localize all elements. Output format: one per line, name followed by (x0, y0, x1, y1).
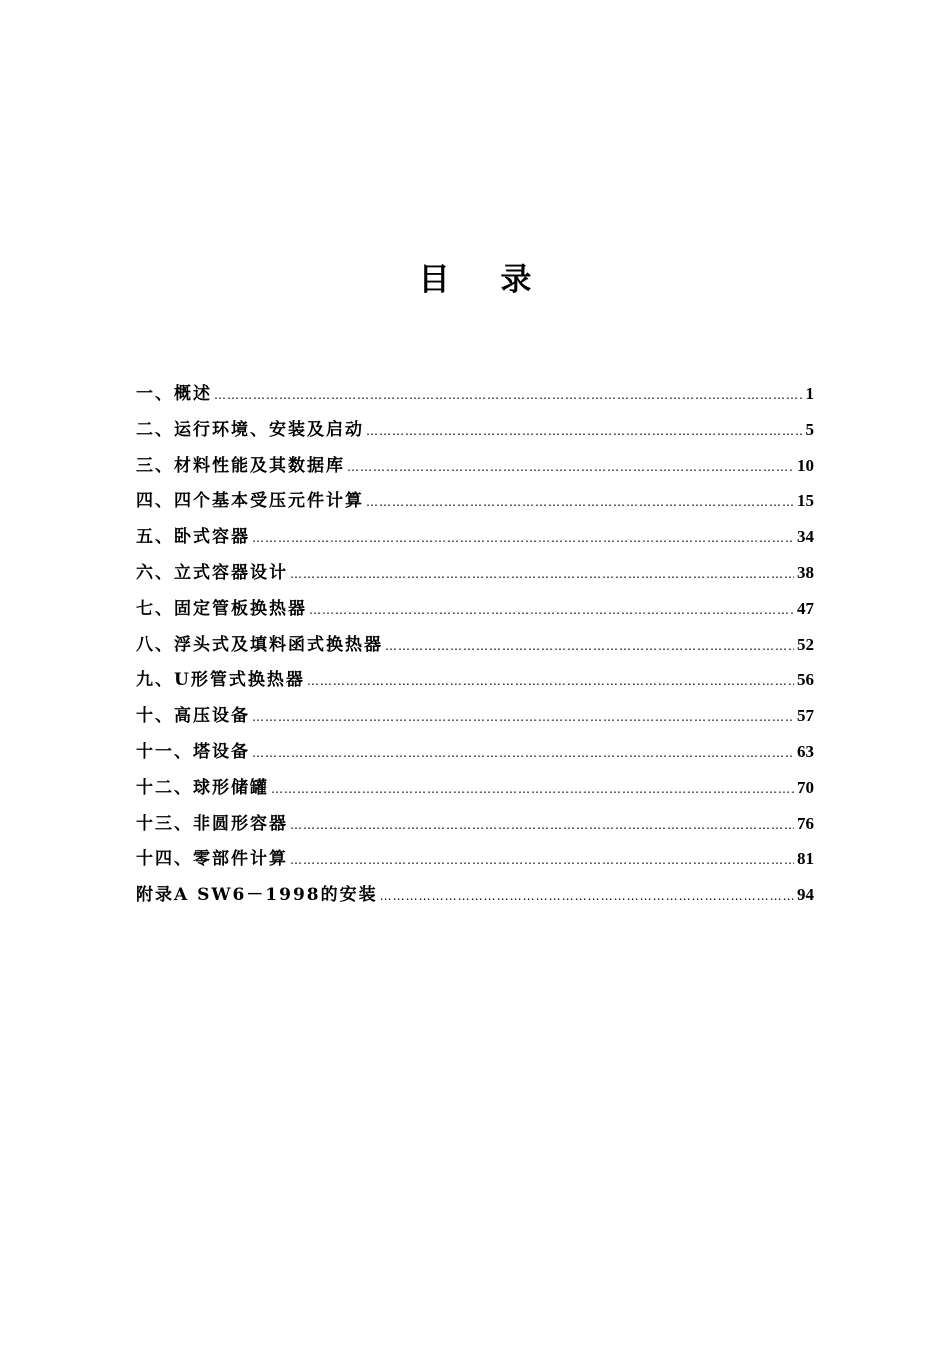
table-of-contents (136, 376, 814, 913)
toc-entry-label: 三、材料性能及其数据库 (136, 455, 345, 476)
toc-entry (136, 519, 814, 555)
toc-leader-dots (290, 557, 794, 593)
toc-leader-dots (380, 879, 794, 915)
toc-entry-label: 十三、非圆形容器 (136, 813, 288, 834)
toc-entry-label: 六、立式容器设计 (136, 562, 288, 583)
toc-entry (136, 483, 814, 519)
toc-entry (136, 448, 814, 484)
toc-leader-dots (366, 485, 794, 521)
toc-leader-dots (271, 772, 794, 808)
toc-entry-label: 五、卧式容器 (136, 527, 250, 548)
toc-page-number: 15 (797, 491, 814, 511)
toc-entry (136, 662, 814, 698)
toc-entry (136, 841, 814, 877)
toc-entry-label: 一、概述 (136, 384, 212, 404)
toc-leader-dots (366, 414, 803, 450)
toc-page-number: 63 (797, 741, 814, 761)
toc-entry-label: 九、U形管式换热器 (136, 670, 305, 691)
toc-entry (136, 806, 814, 842)
toc-entry-label: 二、运行环境、安装及启动 (136, 419, 364, 440)
toc-leader-dots (290, 808, 794, 844)
toc-entry-label: 七、固定管板换热器 (136, 598, 307, 619)
page-title: 目 录 (418, 262, 552, 298)
toc-leader-dots (385, 629, 794, 665)
toc-page-number: 94 (797, 885, 814, 905)
toc-entry (136, 627, 814, 663)
toc-leader-dots (252, 700, 794, 736)
toc-page-number: 81 (797, 849, 814, 869)
toc-entry (136, 376, 814, 412)
toc-page-number: 10 (797, 455, 814, 475)
toc-page-number: 56 (797, 670, 814, 690)
toc-entry-label: 八、浮头式及填料函式换热器 (136, 634, 383, 655)
toc-page-number: 5 (805, 419, 814, 439)
toc-leader-dots (252, 521, 794, 557)
toc-leader-dots (309, 593, 794, 629)
toc-page-number: 76 (797, 813, 814, 833)
toc-leader-dots (214, 378, 803, 414)
toc-entry (136, 698, 814, 734)
toc-entry-label: 四、四个基本受压元件计算 (136, 491, 364, 512)
toc-entry (136, 734, 814, 770)
toc-entry-label: 十二、球形储罐 (136, 777, 269, 798)
toc-page-number: 57 (797, 706, 814, 726)
toc-page-number: 52 (797, 634, 814, 654)
toc-page-number: 38 (797, 562, 814, 582)
toc-entry-label: 附录A SW6－1998的安装 (136, 885, 378, 906)
toc-entry-label: 十一、塔设备 (136, 741, 250, 762)
toc-page-number: 1 (805, 384, 814, 403)
toc-entry (136, 555, 814, 591)
toc-leader-dots (252, 736, 794, 772)
toc-leader-dots (347, 450, 794, 486)
toc-entry (136, 591, 814, 627)
toc-leader-dots (290, 843, 794, 879)
toc-entry (136, 770, 814, 806)
toc-page-number: 70 (797, 777, 814, 797)
toc-entry (136, 877, 814, 913)
toc-entry-label: 十四、零部件计算 (136, 849, 288, 870)
toc-entry-label: 十、高压设备 (136, 706, 250, 727)
toc-page-number: 34 (797, 527, 814, 547)
toc-entry (136, 412, 814, 448)
toc-page-number: 47 (797, 598, 814, 618)
toc-leader-dots (307, 664, 794, 700)
